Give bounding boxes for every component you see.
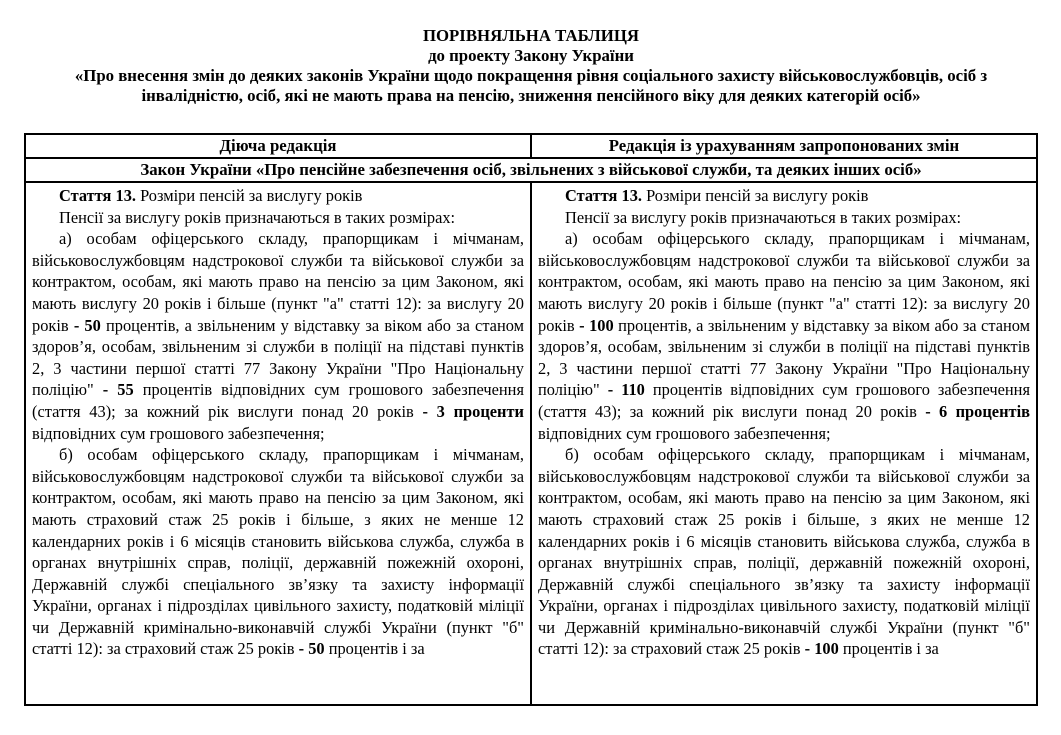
paragraph: а) особам офіцерського складу, прапорщикам і мічманам, військовослужбовцям надстрокової служби та військової служби за контрактом, особам, які мають право на пенсію за цим Законом, які мають вислугу 20 років і більше (пункт "а" статті 12): за вислугу 20 років - 100 процентів, а звільненим у відставку за віком або за станом здоров’я, особам, звільненим зі служби в поліції на підставі пунктів 2, 3 частини першої статті 77 Закону України "Про Національну поліцію" - 110 процентів відповідних сум грошового забезпечення (стаття 43); за кожний рік вислуги понад 20 років - 6 процентів відповідних сум грошового забезпечення; [538, 229, 1030, 443]
column-header-row [25, 134, 1037, 158]
column-header-proposed: Редакція із урахуванням запропонованих змін [531, 134, 1037, 158]
paragraph: а) особам офіцерського складу, прапорщикам і мічманам, військовослужбовцям надстрокової служби та військової служби за контрактом, особам, які мають право на пенсію за цим Законом, які мають вислугу 20 років і більше (пункт "а" статті 12): за вислугу 20 років - 50 процентів, а звільненим у відставку за віком або за станом здоров’я, особам, звільненим зі служби в поліції на підставі пунктів 2, 3 частини першої статті 77 Закону України "Про Національну поліцію" - 55 процентів відповідних сум грошового забезпечення (стаття 43); за кожний рік вислуги понад 20 років - 3 проценти відповідних сум грошового забезпечення; [32, 229, 524, 443]
paragraph: Стаття 13. Розміри пенсій за вислугу років [59, 186, 363, 205]
article-text-row [25, 182, 1037, 705]
paragraph: Пенсії за вислугу років призначаються в таких розмірах: [59, 207, 456, 227]
document-title [24, 26, 1038, 106]
title-line-3: «Про внесення змін до деяких законів України щодо покращення рівня соціального захисту військовослужбовців, осіб з інвалідністю, осіб, які не мають права на пенсію, зниження пенсійного віку для деяких категорій осіб» [74, 66, 988, 105]
proposed-version-text [538, 185, 1030, 704]
current-version-text [32, 185, 524, 704]
comparison-table [24, 133, 1038, 706]
cell-proposed-version [531, 182, 1037, 705]
cell-current-version [25, 182, 531, 705]
law-title-row [25, 158, 1037, 182]
paragraph: Стаття 13. Розміри пенсій за вислугу років [565, 186, 869, 205]
column-header-current: Діюча редакція [25, 134, 531, 158]
title-line-1: ПОРІВНЯЛЬНА ТАБЛИЦЯ [422, 26, 640, 45]
law-title: Закон України «Про пенсійне забезпечення осіб, звільнених з військової служби, та деяких інших осіб» [25, 158, 1037, 182]
paragraph: Пенсії за вислугу років призначаються в таких розмірах: [565, 207, 962, 227]
paragraph: б) особам офіцерського складу, прапорщикам і мічманам, військовослужбовцям надстрокової служби та військової служби за контрактом, особам, які мають право на пенсію за цим Законом, які мають страховий стаж 25 років і більше, з яких не менше 12 календарних років і 6 місяців становить військова служба, служба в органах внутрішніх справ, поліції, державній пожежній охороні, Державній службі спеціального зв’язку та захисту інформації України, органах і підрозділах цивільного захисту, податковій міліції чи Державній кримінально-виконавчій службі України (пункт "б" статті 12): за страховий стаж 25 років - 50 процентів і за [32, 445, 524, 659]
paragraph: б) особам офіцерського складу, прапорщикам і мічманам, військовослужбовцям надстрокової служби та військової служби за контрактом, особам, які мають право на пенсію за цим Законом, які мають страховий стаж 25 років і більше, з яких не менше 12 календарних років і 6 місяців становить військова служба, служба в органах внутрішніх справ, поліції, державній пожежній охороні, Державній службі спеціального зв’язку та захисту інформації України, органах і підрозділах цивільного захисту, податковій міліції чи Державній кримінально-виконавчій службі України (пункт "б" статті 12): за страховий стаж 25 років - 100 процентів і за [538, 445, 1030, 659]
title-line-2: до проекту Закону України [428, 46, 634, 65]
